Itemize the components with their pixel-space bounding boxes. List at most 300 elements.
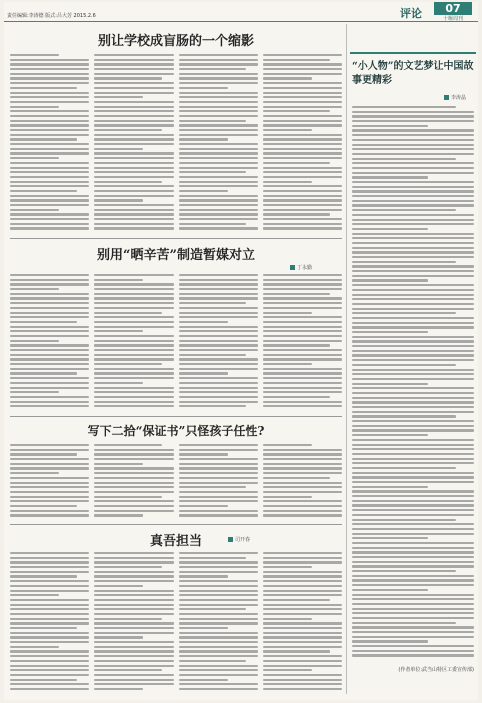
text-line [352, 144, 474, 146]
text-line [352, 383, 428, 385]
text-line [10, 293, 89, 295]
text-line [10, 330, 89, 332]
text-line [263, 213, 330, 215]
text-column [10, 552, 89, 694]
text-line [179, 660, 246, 662]
text-line [94, 77, 161, 79]
text-line [263, 449, 342, 451]
text-line [179, 321, 228, 323]
text-line [263, 92, 342, 94]
text-line [10, 561, 89, 563]
text-line [263, 405, 342, 407]
text-line [352, 411, 474, 413]
text-column [94, 54, 173, 234]
text-line [10, 157, 59, 159]
text-line [94, 585, 143, 587]
text-column [352, 106, 474, 657]
text-line [94, 467, 173, 469]
text-line [10, 575, 77, 577]
text-line [94, 316, 173, 318]
text-line [10, 590, 89, 592]
text-line [179, 552, 258, 554]
text-line [94, 580, 173, 582]
text-line [352, 415, 456, 417]
text-line [94, 152, 173, 154]
text-line [10, 279, 89, 281]
text-line [10, 632, 89, 634]
text-line [352, 125, 428, 127]
text-line [263, 688, 342, 690]
text-line [10, 627, 77, 629]
pen-icon [290, 265, 295, 270]
text-line [179, 444, 258, 446]
text-line [179, 505, 228, 507]
text-line [179, 585, 258, 587]
text-line [263, 627, 342, 629]
text-line [352, 533, 474, 535]
text-line [179, 162, 258, 164]
text-line [352, 608, 474, 610]
text-line [10, 59, 89, 61]
text-line [263, 463, 342, 465]
text-line [352, 509, 474, 511]
text-line [179, 344, 258, 346]
text-line [10, 377, 89, 379]
text-line [352, 256, 474, 258]
text-line [179, 312, 258, 314]
text-line [10, 110, 89, 112]
text-line [179, 199, 258, 201]
text-line [10, 181, 89, 183]
text-line [10, 162, 89, 164]
text-line [352, 551, 474, 553]
text-line [352, 547, 474, 549]
text-line [10, 463, 89, 465]
text-line [263, 349, 342, 351]
text-line [263, 167, 342, 169]
text-line [10, 396, 89, 398]
text-line [352, 139, 474, 141]
text-line [179, 288, 258, 290]
text-line [352, 298, 474, 300]
text-line [10, 297, 89, 299]
text-line [94, 68, 173, 70]
text-line [352, 181, 474, 183]
text-line [179, 650, 258, 652]
text-line [263, 171, 342, 173]
text-column [263, 274, 342, 412]
text-line [352, 490, 474, 492]
text-line [179, 482, 258, 484]
text-line [179, 449, 258, 451]
text-line [352, 565, 474, 567]
text-line [94, 363, 161, 365]
text-line [179, 152, 258, 154]
text-line [94, 382, 143, 384]
text-line [352, 111, 474, 113]
text-line [179, 124, 258, 126]
text-line [263, 134, 342, 136]
text-line [94, 73, 173, 75]
text-line [352, 223, 474, 225]
text-line [10, 96, 89, 98]
text-line [10, 115, 89, 117]
text-line [263, 288, 342, 290]
text-line [352, 350, 474, 352]
text-line [10, 129, 89, 131]
text-line [10, 401, 89, 403]
text-line [94, 449, 173, 451]
text-column [94, 274, 173, 412]
text-line [179, 458, 258, 460]
text-line [10, 514, 89, 516]
text-line [94, 594, 173, 596]
text-line [94, 96, 143, 98]
text-line [179, 665, 258, 667]
text-line [263, 396, 330, 398]
text-line [263, 148, 342, 150]
text-line [10, 688, 89, 690]
text-line [179, 171, 246, 173]
text-line [94, 472, 173, 474]
text-line [10, 134, 89, 136]
text-line [94, 312, 161, 314]
text-line [179, 176, 258, 178]
text-line [179, 349, 258, 351]
text-line [263, 110, 330, 112]
text-line [352, 486, 428, 488]
text-line [352, 631, 474, 633]
article-2-byline [290, 264, 312, 271]
article-3 [10, 420, 342, 522]
text-line [352, 579, 474, 581]
text-line [10, 405, 89, 407]
text-line [263, 368, 342, 370]
text-line [10, 566, 89, 568]
text-line [94, 453, 173, 455]
text-line [94, 157, 173, 159]
text-line [94, 387, 173, 389]
text-line [263, 326, 342, 328]
text-line [352, 345, 474, 347]
text-line [94, 326, 173, 328]
text-line [94, 458, 173, 460]
text-line [263, 674, 342, 676]
sidebar-author: 李涛晶 [451, 95, 467, 101]
text-line [94, 297, 173, 299]
text-line [10, 63, 89, 65]
text-line [352, 519, 456, 521]
text-line [10, 491, 89, 493]
text-line [10, 482, 89, 484]
text-line [10, 335, 89, 337]
text-line [94, 552, 173, 554]
text-line [94, 115, 173, 117]
text-line [94, 368, 173, 370]
text-line [263, 679, 342, 681]
text-line [352, 575, 474, 577]
text-line [10, 458, 89, 460]
text-line [94, 604, 173, 606]
text-line [352, 331, 428, 333]
text-line [179, 335, 258, 337]
text-line [263, 510, 342, 512]
text-line [263, 59, 330, 61]
text-line [263, 297, 342, 299]
text-line [179, 87, 228, 89]
text-line [179, 632, 258, 634]
text-line [10, 650, 89, 652]
newspaper-page [4, 2, 478, 700]
text-line [10, 449, 89, 451]
text-line [263, 157, 342, 159]
text-line [10, 444, 89, 446]
text-line [10, 382, 89, 384]
text-line [10, 143, 89, 145]
text-line [179, 218, 258, 220]
text-line [263, 632, 342, 634]
text-line [263, 622, 342, 624]
text-line [263, 636, 342, 638]
text-line [263, 218, 342, 220]
text-line [263, 613, 342, 615]
text-line [94, 106, 173, 108]
article-4 [10, 528, 342, 696]
text-line [263, 115, 342, 117]
text-line [10, 321, 77, 323]
text-line [10, 363, 89, 365]
text-line [352, 462, 474, 464]
text-line [94, 665, 173, 667]
text-line [94, 590, 173, 592]
text-line [352, 584, 474, 586]
text-column [10, 274, 89, 412]
text-line [10, 599, 89, 601]
text-line [263, 377, 342, 379]
text-line [10, 167, 89, 169]
text-line [179, 594, 258, 596]
text-line [179, 679, 228, 681]
text-line [263, 316, 342, 318]
text-line [94, 622, 173, 624]
text-line [263, 580, 342, 582]
text-line [94, 283, 173, 285]
article-2-body [10, 274, 342, 412]
text-line [179, 297, 258, 299]
text-line [179, 463, 258, 465]
text-line [10, 674, 89, 676]
text-line [10, 195, 89, 197]
text-line [179, 496, 258, 498]
text-line [94, 227, 173, 229]
text-line [352, 444, 474, 446]
text-line [10, 344, 89, 346]
text-line [352, 261, 456, 263]
text-line [10, 510, 89, 512]
text-line [10, 316, 89, 318]
text-line [94, 344, 173, 346]
text-line [10, 218, 89, 220]
article-4-body [10, 552, 342, 694]
text-line [10, 613, 89, 615]
text-line [10, 604, 89, 606]
text-line [263, 307, 342, 309]
article-1 [10, 26, 342, 236]
text-line [94, 63, 173, 65]
text-line [94, 618, 161, 620]
text-line [352, 612, 474, 614]
text-line [10, 358, 89, 360]
text-line [179, 167, 258, 169]
text-line [10, 307, 89, 309]
text-line [352, 598, 474, 600]
text-line [10, 77, 89, 79]
text-line [352, 186, 474, 188]
text-line [10, 372, 77, 374]
text-line [94, 213, 173, 215]
text-line [263, 227, 342, 229]
text-column [10, 54, 89, 234]
text-line [10, 101, 89, 103]
text-line [352, 106, 456, 108]
text-line [179, 307, 258, 309]
text-line [94, 608, 173, 610]
text-line [179, 190, 228, 192]
text-line [179, 213, 258, 215]
text-line [94, 195, 173, 197]
text-line [179, 372, 228, 374]
section-rule [10, 238, 342, 239]
text-line [263, 162, 330, 164]
text-line [94, 129, 161, 131]
text-line [263, 335, 342, 337]
text-line [352, 453, 474, 455]
text-line [352, 458, 474, 460]
text-line [179, 68, 246, 70]
text-line [263, 176, 342, 178]
text-line [263, 505, 342, 507]
text-line [179, 59, 258, 61]
text-line [263, 590, 342, 592]
text-line [10, 679, 77, 681]
text-line [10, 92, 89, 94]
text-line [179, 500, 258, 502]
text-line [10, 223, 89, 225]
text-column [179, 444, 258, 520]
text-line [179, 101, 258, 103]
text-line [94, 87, 173, 89]
text-line [352, 195, 474, 197]
text-line [352, 312, 456, 314]
text-line [94, 599, 173, 601]
text-line [352, 650, 474, 652]
text-line [179, 185, 258, 187]
article-3-body [10, 444, 342, 520]
text-line [263, 106, 342, 108]
text-line [352, 397, 474, 399]
text-line [179, 363, 258, 365]
text-line [94, 176, 173, 178]
text-line [179, 330, 258, 332]
text-line [179, 382, 258, 384]
text-line [94, 396, 173, 398]
text-line [10, 552, 89, 554]
text-line [263, 552, 342, 554]
text-line [94, 463, 143, 465]
masthead [4, 2, 478, 22]
text-line [94, 514, 143, 516]
text-line [10, 73, 89, 75]
text-line [263, 594, 342, 596]
text-line [179, 405, 246, 407]
text-line [10, 82, 89, 84]
text-line [263, 500, 342, 502]
text-line [94, 491, 173, 493]
text-line [179, 622, 258, 624]
text-line [179, 486, 246, 488]
text-line [352, 190, 474, 192]
text-line [352, 322, 474, 324]
column-divider [346, 24, 347, 694]
text-line [94, 190, 173, 192]
text-line [263, 274, 342, 276]
text-line [10, 368, 89, 370]
text-line [263, 618, 312, 620]
text-line [263, 646, 342, 648]
text-line [94, 358, 173, 360]
text-line [263, 444, 312, 446]
text-line [352, 392, 474, 394]
section-title: 评论 [400, 7, 422, 20]
text-line [10, 120, 89, 122]
text-line [179, 377, 258, 379]
text-line [179, 387, 258, 389]
text-line [263, 152, 342, 154]
text-line [179, 143, 258, 145]
text-line [94, 444, 161, 446]
text-line [263, 204, 342, 206]
text-line [263, 491, 342, 493]
text-line [263, 482, 342, 484]
text-line [94, 674, 173, 676]
text-line [10, 622, 89, 624]
text-line [263, 496, 312, 498]
article-4-author: 司开春 [235, 537, 251, 543]
text-line [179, 510, 258, 512]
text-line [179, 580, 258, 582]
text-line [179, 618, 258, 620]
text-line [94, 613, 173, 615]
text-line [263, 283, 342, 285]
text-line [94, 134, 173, 136]
text-line [352, 500, 474, 502]
text-line [352, 537, 428, 539]
text-line [10, 124, 89, 126]
text-line [10, 608, 89, 610]
text-line [352, 364, 456, 366]
text-line [179, 358, 258, 360]
text-line [94, 218, 173, 220]
text-line [94, 575, 173, 577]
text-line [263, 585, 342, 587]
text-column [10, 444, 89, 520]
text-line [10, 496, 89, 498]
text-line [10, 505, 77, 507]
text-line [94, 54, 173, 56]
text-line [263, 372, 342, 374]
text-line [179, 209, 258, 211]
text-line [94, 655, 173, 657]
